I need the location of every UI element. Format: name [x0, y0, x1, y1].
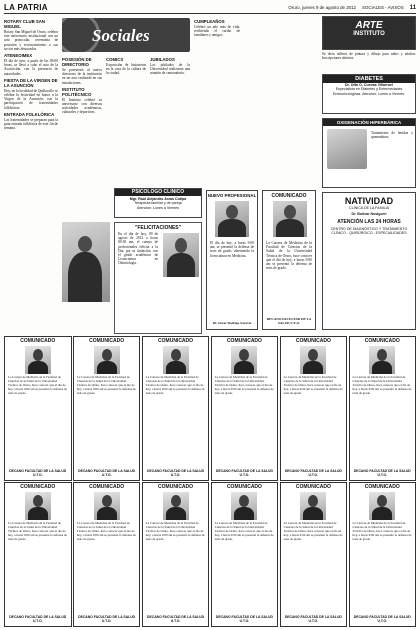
article-text: El Instituto celebró su aniversario con diversas actividades académicas, culturales y deportivas.: [62, 97, 102, 115]
card-portrait: [231, 492, 257, 520]
card-title: COMUNICADO: [20, 484, 56, 491]
art-institute-ad: [322, 16, 416, 50]
ad-text: Especialista en Diabetes y Enfermedades Endocrinológicas. Atención: Lunes a Viernes.: [332, 87, 406, 96]
ad-doctor: Mgr. Raúl Alejandro Arzas Cutipa: [129, 197, 187, 201]
aviso-sign: Dr. Oscar Rodrigo Saravia: [212, 321, 252, 325]
card-title: COMUNICADO: [226, 338, 262, 344]
card-signature: DECANO FACULTAD DE LA SALUD U.T.O.: [215, 469, 273, 477]
card-signature: DECANO FACULTAD DE LA SALUD U.T.O.: [353, 615, 411, 624]
card-title: COMUNICADO: [89, 484, 125, 491]
ad-title: DIABETES: [323, 75, 415, 83]
card-signature: DECANO FACULTAD DE LA SALUD U.T.O.: [353, 469, 411, 477]
card-text: La Carrera de Medicina de la Facultad de Ciencias de la Salud de la Universidad Técnica de Oruro, hace conocer que el día de hoy, a horas 9:00 am se presentó la defensa de tesis de grado.: [8, 375, 67, 395]
diabetes-ad: [322, 74, 416, 114]
comunicado-card: [142, 482, 210, 627]
card-text: La Carrera de Medicina de la Facultad de Ciencias de la Salud de la Universidad Técnica de Oruro, hace conocer que el día de hoy, a horas 9:00 am se presentó la defensa de tesis de grado.: [283, 375, 343, 395]
feature-text: En el día de hoy, 09 de agosto de 2012 a horas 09:30 am, el cuerpo de profesionales felicita a la Dra. por su titulación, con el grado académico de Licenciatura en Odontología.: [118, 232, 158, 266]
comunicado-card: [4, 482, 72, 627]
comunicado-photo: [273, 201, 307, 237]
card-signature: DECANO FACULTAD DE LA SALUD U.T.O.: [147, 615, 205, 624]
comunicado-card: [4, 336, 72, 481]
article-text: El día de ayer, a partir de las 09:00 horas, se llevó a cabo el acto de la Asociación, con la presencia de autoridades.: [4, 59, 58, 76]
card-text: La Carrera de Medicina de la Facultad de Ciencias de la Salud de la Universidad Técnica de Oruro, hace conocer que el día de hoy, a horas 9:00 am se presentó la defensa de tesis de grado.: [283, 521, 343, 542]
card-title: COMUNICADO: [20, 338, 56, 344]
card-signature: DECANO FACULTAD DE LA SALUD U.T.O.: [284, 469, 342, 477]
card-signature: DECANO FACULTAD DE LA SALUD U.T.O.: [78, 469, 136, 477]
article-text: Rotary San Miguel de Oruro, celebra este aniversario institucional con un acto protocolar, ceremonia de posesión y reconocimiento a sus socios más destacados.: [4, 30, 58, 51]
ceremony-photo: [62, 222, 110, 302]
article-text: Celebró un año más de vida, recibiendo el cariño de familiares y amigos.: [194, 25, 240, 38]
card-text: La Carrera de Medicina de la Facultad de Ciencias de la Salud de la Universidad Técnica de Oruro, hace conocer que el día de hoy, a horas 9:00 am se presentó la defensa de tesis de grado.: [352, 521, 412, 542]
comunicado-card: [280, 482, 348, 627]
card-title: COMUNICADO: [295, 338, 331, 344]
dateline: Oruro, jueves 9 de agosto de 2012: [288, 5, 356, 10]
card-portrait: [231, 346, 257, 374]
comunicado-card: [73, 336, 141, 481]
article-text: Hoy, en la localidad de Quillacollo se celebra la festividad en honor a la Virgen de la Asunción, con la participación de fraternidades folklóricas.: [4, 88, 58, 110]
masthead: [4, 2, 416, 14]
psychologist-ad: [114, 188, 202, 218]
chamber-photo: [327, 129, 367, 169]
ad-hours: ATENCIÓN LAS 24 HORAS: [337, 218, 401, 225]
card-title: COMUNICADO: [226, 484, 262, 491]
ad-text: Tratamiento de heridas y quemaduras.: [371, 131, 413, 140]
comunicado-card: [142, 336, 210, 481]
article-heading: ROTARY CLUB SAN MIGUEL: [4, 19, 45, 29]
card-title: COMUNICADO: [158, 338, 194, 344]
natividad-clinic-ad: [322, 192, 416, 330]
article-heading: POSESIÓN DE DIRECTORIO: [62, 57, 92, 67]
art-ad-text: Se dicta talleres de pintura y dibujo para niños y adultos. Inscripciones abiertas.: [322, 52, 416, 61]
article-heading: FIESTA DE LA VIRGEN DE LA ASUNCIÓN: [4, 77, 58, 88]
card-text: La Carrera de Medicina de la Facultad de Ciencias de la Salud de la Universidad Técnica de Oruro, hace conocer que el día de hoy, a horas 9:00 am se presentó la defensa de tesis de grado.: [76, 375, 136, 395]
middle-column-a: [62, 55, 102, 215]
article-heading: ATENEOIMEX: [4, 53, 33, 59]
card-portrait: [369, 346, 395, 374]
article-heading: JUBILADOS: [150, 57, 175, 62]
page-number: 11: [409, 4, 416, 11]
card-signature: DECANO FACULTAD DE LA SALUD U.T.O.: [9, 615, 67, 624]
card-portrait: [300, 492, 326, 520]
comunicado-sign: DECANO FACULTAD DE LA SALUD U.T.O.: [266, 317, 312, 325]
card-text: La Carrera de Medicina de la Facultad de Ciencias de la Salud de la Universidad Técnica de Oruro, hace conocer que el día de hoy, a horas 9:00 am se presentó la defensa de tesis de grado.: [214, 521, 274, 542]
comunicado-card: [211, 336, 279, 481]
ad-text: CENTRO DE DIAGNÓSTICO Y TRATAMIENTO CLÍNICO - QUIRÚRGICO - ESPECIALIDADES: [330, 226, 408, 235]
card-portrait: [25, 346, 51, 374]
article-text: Los jubilados de la Universidad realizaron una reunión de camaradería.: [150, 63, 190, 76]
comunicado-card: [73, 482, 141, 627]
ad-text: Atención: Lunes a Viernes: [137, 205, 179, 210]
aviso-title: NUEVO PROFESIONAL: [207, 193, 257, 198]
ad-title: OXIGENACIÓN HIPERBÁRICA: [323, 119, 415, 126]
article-heading: COMICS: [106, 57, 124, 62]
ad-title: NATIVIDAD: [344, 196, 394, 206]
feature-title: "FELICITACIONES": [134, 225, 182, 231]
card-portrait: [300, 346, 326, 374]
card-title: COMUNICADO: [158, 484, 194, 491]
card-signature: DECANO FACULTAD DE LA SALUD U.T.O.: [215, 615, 273, 624]
card-text: La Carrera de Medicina de la Facultad de Ciencias de la Salud de la Universidad Técnica de Oruro, hace conocer que el día de hoy, a horas 9:00 am se presentó la defensa de tesis de grado.: [8, 521, 67, 542]
card-text: La Carrera de Medicina de la Facultad de Ciencias de la Salud de la Universidad Técnica de Oruro, hace conocer que el día de hoy, a horas 9:00 am se presentó la defensa de tesis de grado.: [214, 375, 274, 395]
card-portrait: [94, 346, 120, 374]
article-text: Se posesionó al nuevo directorio de la institución en un acto realizado en sus instalaciones.: [62, 68, 102, 85]
sociales-banner: [62, 18, 190, 52]
ad-title: ARTE: [355, 20, 383, 31]
card-text: La Carrera de Medicina de la Facultad de Ciencias de la Salud de la Universidad Técnica de Oruro, hace conocer que el día de hoy, a horas 9:00 am se presentó la defensa de tesis de grado.: [352, 375, 412, 395]
article-heading: ENTRADA FOLKLÓRICA: [4, 111, 55, 117]
hyperbaric-ad: [322, 118, 416, 188]
card-text: La Carrera de Medicina de la Facultad de Ciencias de la Salud de la Universidad Técnica de Oruro, hace conocer que el día de hoy, a horas 9:00 am se presentó la defensa de tesis de grado.: [76, 521, 136, 542]
comunicado-card: [349, 482, 417, 627]
comunicado-card: [280, 336, 348, 481]
comunicado-box-top: [262, 190, 316, 330]
comunicado-text: La Carrera de Medicina de la Facultad de Ciencias de la Salud de la Universidad Técnica de Oruro, hace conocer que el día de hoy, a horas 9:00 am se presentó la defensa de tesis de grado.: [266, 241, 312, 271]
card-portrait: [163, 346, 189, 374]
card-portrait: [25, 492, 51, 520]
card-title: COMUNICADO: [89, 338, 125, 344]
ad-doctor: Dr. Bolivar Nosigorri: [351, 212, 387, 217]
article-text: Exposición de historietas en la casa de la cultura de la ciudad.: [106, 63, 146, 76]
felicitaciones-box: [114, 222, 202, 334]
middle-column-d: [194, 17, 240, 187]
aviso-photo: [215, 201, 249, 237]
section-label: SOCIALES - AVISOS: [362, 5, 404, 10]
card-title: COMUNICADO: [364, 338, 400, 344]
article-heading: CUMPLEAÑOS: [194, 19, 225, 24]
ad-doctor: Dr. Otto O. Cuevas Villarroel: [344, 83, 394, 87]
newspaper-brand: LA PATRIA: [4, 3, 48, 12]
card-title: COMUNICADO: [364, 484, 400, 491]
card-signature: DECANO FACULTAD DE LA SALUD U.T.O.: [78, 615, 136, 624]
ad-subtitle: INSTITUTO: [353, 31, 385, 37]
card-portrait: [163, 492, 189, 520]
comunicado-card: [211, 482, 279, 627]
card-portrait: [369, 492, 395, 520]
card-signature: DECANO FACULTAD DE LA SALUD U.T.O.: [284, 615, 342, 624]
portrait-photo: [163, 233, 199, 277]
aviso-box: [206, 190, 258, 330]
comunicado-card: [349, 336, 417, 481]
article-heading: INSTITUTO POLITÉCNICO: [62, 86, 92, 97]
card-signature: DECANO FACULTAD DE LA SALUD U.T.O.: [9, 469, 67, 477]
card-title: COMUNICADO: [295, 484, 331, 491]
ad-title: PSICÓLOGO CLÍNICO: [115, 189, 201, 196]
comunicado-title: COMUNICADO: [271, 193, 307, 199]
article-text: Las fraternidades se preparan para la gran entrada folklórica de este fin de semana.: [4, 117, 58, 131]
card-portrait: [94, 492, 120, 520]
aviso-text: El día de hoy, a horas 9:00 am, se presentó la defensa de tesis de grado, obteniendo la licenciatura en Medicina.: [210, 241, 254, 258]
left-column: [4, 17, 58, 319]
ad-subtitle: CLÍNICA DE LA FAMILIA: [349, 206, 389, 210]
card-signature: DECANO FACULTAD DE LA SALUD U.T.O.: [147, 469, 205, 477]
card-text: La Carrera de Medicina de la Facultad de Ciencias de la Salud de la Universidad Técnica de Oruro, hace conocer que el día de hoy, a horas 9:00 am se presentó la defensa de tesis de grado.: [145, 521, 205, 542]
ad-text: Terapeuta familiar y de pareja: [134, 201, 182, 206]
banner-title: Sociales: [92, 26, 150, 45]
card-text: La Carrera de Medicina de la Facultad de Ciencias de la Salud de la Universidad Técnica de Oruro, hace conocer que el día de hoy, a horas 9:00 am se presentó la defensa de tesis de grado.: [145, 375, 205, 395]
